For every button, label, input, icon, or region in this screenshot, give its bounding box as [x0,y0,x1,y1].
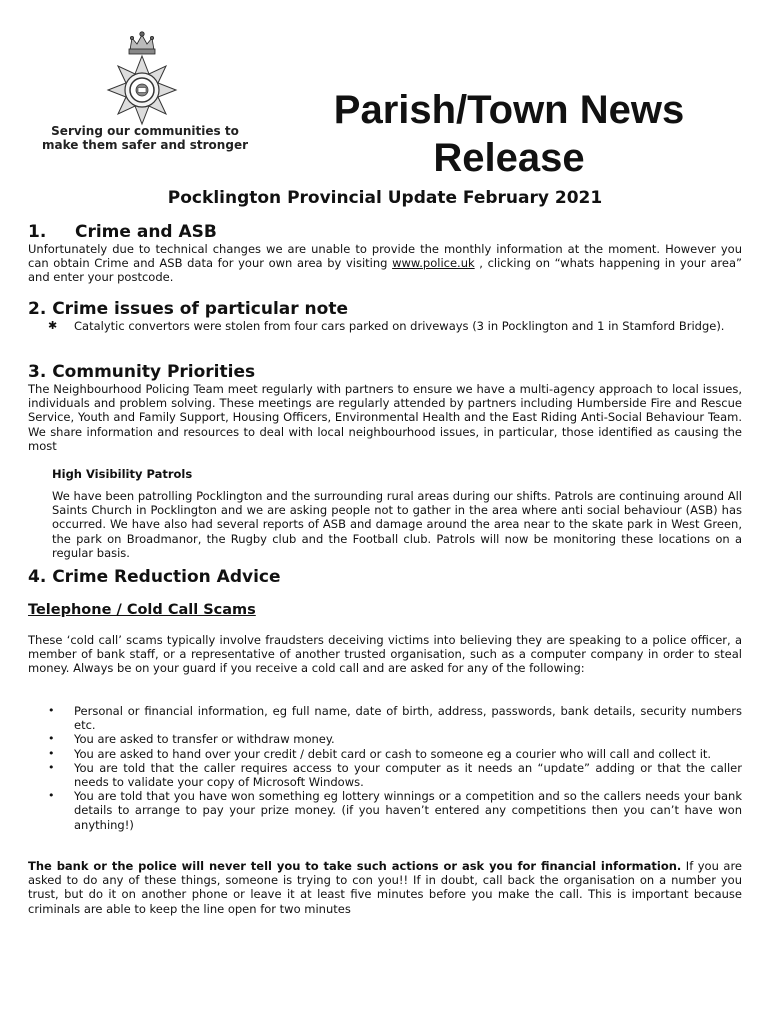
tagline-line-1: Serving our communities to [51,124,239,138]
title-line-1: Parish/Town News [333,88,685,132]
warning-bold-text: The bank or the police will never tell you to take such actions or ask you for financial information. [28,859,682,873]
section-2-heading: 2. Crime issues of particular note [28,299,348,319]
bullet-icon: • [48,789,55,803]
list-item [28,761,742,789]
section-1-body [28,242,742,285]
list-item [28,789,742,832]
list-item-text: Personal or financial information, eg full name, date of birth, address, passwords, bank details, security numbers etc. [74,704,742,733]
patrols-body: We have been patrolling Pocklington and the surrounding rural areas during our shifts. Patrols are continuing around All Saints Church in Pocklington and we are asking people not to gather in the area where anti social behaviour (ASB) has occurred. We have also had several reports of ASB and damage around the area near to the skate park in West Green, the park on Broadmanor, the Rugby club and the Football club. Patrols will now be monitoring these locations on a regular basis. [52,489,742,560]
list-item [28,747,742,761]
list-item-text: You are asked to hand over your credit / debit card or cash to someone eg a courier who will call and collect it. [74,746,712,761]
list-item [28,732,742,746]
list-item [28,704,742,732]
tagline-line-2: make them safer and stronger [41,138,248,152]
police-crest-logo [96,30,188,126]
list-item-text: Catalytic convertors were stolen from four cars parked on driveways (3 in Pocklington and 1 in Stamford Bridge). [74,319,725,333]
warning-paragraph [28,859,742,916]
police-uk-link[interactable]: www.police.uk [392,256,475,271]
section-1-text: Unfortunately due to technical changes we are unable to provide the monthly information at the moment. However you can obtain Crime and ASB data for your own area by visiting [28,242,742,271]
page-title [296,86,722,182]
bullet-icon: • [48,760,55,774]
section-3-body: The Neighbourhood Policing Team meet regularly with partners to ensure we have a multi-agency approach to local issues, individuals and problem solving. These meetings are regularly attended by partners including Humberside Fire and Rescue Service, Youth and Family Support, Housing Officers, Environmental Health and the East Riding Anti-Social Behaviour Team. We share information and resources to deal with local neighbourhood issues, in particular, those identified as causing the most [28,382,742,453]
section-4-heading: 4. Crime Reduction Advice [28,567,281,587]
logo-tagline [40,124,250,152]
bullet-icon: ✱ [48,319,58,332]
cold-call-intro: These ‘cold call’ scams typically involve fraudsters deceiving victims into believing they are speaking to a police officer, a member of bank staff, or a representative of another trusted organisation, such as a computer company in order to steal money. Always be on your guard if you receive a cold call and are asked for any of the following: [28,633,742,676]
bullet-icon: • [48,746,55,760]
bullet-icon: • [48,704,55,717]
bullet-icon: • [48,732,55,746]
list-item [28,319,742,333]
page-subtitle: Pocklington Provincial Update February 2021 [167,188,603,208]
section-1-number: 1. [28,222,47,242]
section-1-title: Crime and ASB [75,222,217,242]
warning-text: If you are asked to do any of these things, someone is trying to con you!! If in doubt, call back the organisation on a number you trust, but do it on another phone or leave it at least five minutes before you make the call. This is important because criminals are able to keep the line open for two minutes [28,859,742,916]
cold-call-list [28,704,742,832]
section-1-text-end: , clicking on “whats happening in your area” and enter your postcode. [28,256,742,285]
list-item-text: You are asked to transfer or withdraw money. [74,732,335,747]
high-visibility-patrols-heading: High Visibility Patrols [52,467,193,481]
list-item-text: You are told that you have won something eg lottery winnings or a competition and so the callers needs your bank details to arrange to pay your prize money. (if you haven’t entered any competitions then you can’t have won anything!) [74,789,742,832]
title-line-2: Release [433,136,585,180]
section-3-heading: 3. Community Priorities [28,362,256,382]
list-item-text: You are told that the caller requires access to your computer as it needs an “update” adding or that the caller needs to validate your copy of Microsoft Windows. [74,760,742,790]
section-1-heading [28,222,217,242]
cold-call-scams-heading: Telephone / Cold Call Scams [28,602,256,618]
section-2-list [28,319,742,333]
